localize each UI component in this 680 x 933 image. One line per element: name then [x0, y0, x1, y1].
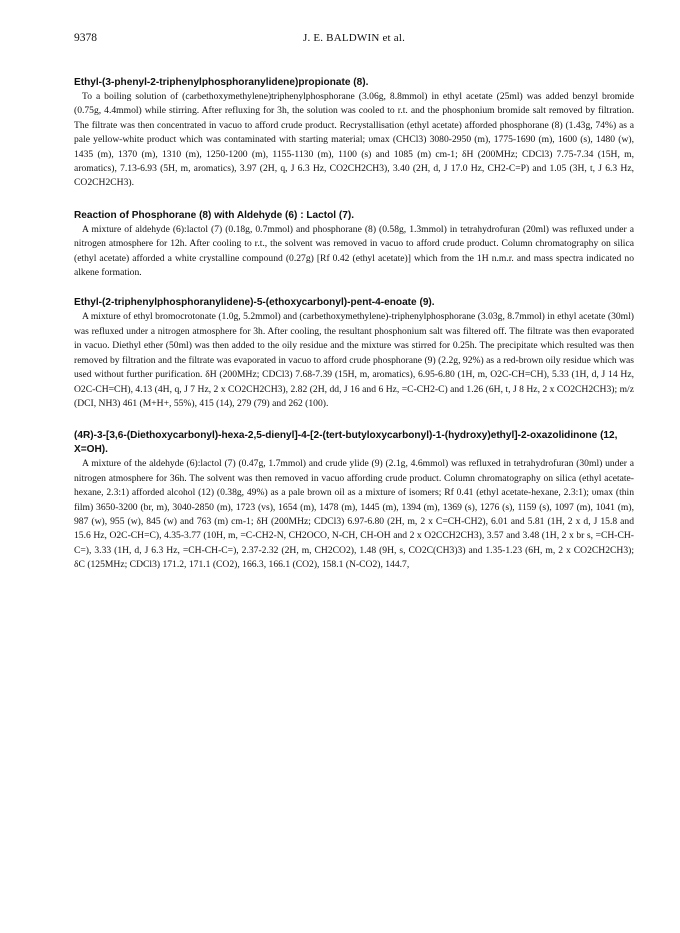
section-paragraph: A mixture of aldehyde (6):lactol (7) (0.18g, 0.7mmol) and phosphorane (8) (0.58g, 1.3mmol) in tetrahydrofuran (20ml) was refluxed under a nitrogen atmosphere for 12h. After cooling to r.t., the solvent was removed in vacuo to afford crude product. Column chromatography on silica (ethyl acetate) afforded a white crystalline compound (0.27g) [Rf 0.42 (ethyl acetate)] which from the 1H n.m.r. and mass spectra indicated no alkene formation.	[74, 223, 634, 279]
section-title: Ethyl-(2-triphenylphosphoranylidene)-5-(ethoxycarbonyl)-pent-4-enoate (9).	[74, 297, 435, 309]
article-body	[74, 76, 634, 573]
section-paragraph: To a boiling solution of (carbethoxymethylene)triphenylphosphorane (3.06g, 8.8mmol) in ethyl acetate (25ml) was added benzyl bromide (0.75g, 4.4mmol) while stirring. After refluxing for 3h, the solution was cooled to r.t. and the phosphonium bromide salt removed by filtration. The filtrate was then concentrated in vacuo to afford crude product. Recrystallisation (ethyl acetate) afforded phosphorane (8) (1.43g, 74%) as a pale yellow-white product which was contaminated with starting material; υmax (CHCl3) 3080-2950 (m), 1775-1690 (m), 1600 (s), 1480 (w), 1435 (m), 1370 (m), 1310 (m), 1250-1200 (m), 1155-1130 (m), 1100 (s) and 1085 (m) cm-1; δH (200MHz; CDCl3) 7.75-7.34 (15H, m, aromatics), 7.13-6.93 (5H, m, aromatics), 3.97 (2H, q, J 6.3 Hz, CO2CH2CH3), 3.40 (2H, d, J 17.0 Hz, CH2-C=P) and 1.05 (3H, t, J 6.3 Hz, CO2CH2CH3).	[74, 91, 634, 189]
section-reaction-8-6	[74, 209, 634, 281]
section-paragraph: A mixture of ethyl bromocrotonate (1.0g, 5.2mmol) and (carbethoxymethylene)-triphenylphosphorane (3.03g, 8.7mmol) in ethyl acetate (30ml) was refluxed under a nitrogen atmosphere for 3h. After cooling, the resultant phosphonium salt was filtered off. The filtrate was then evaporated in vacuo. Diethyl ether (50ml) was then added to the oily residue and the mixture was stirred for 0.25h. The precipitate which resulted was then removed by filtration and the filtrate was evaporated in vacuo to afford crude phosphorane (9) (2.2g, 92%) as a red-brown oily residue which was used without further purification. δH (200MHz; CDCl3) 7.68-7.39 (15H, m, aromatics), 6.95-6.80 (1H, m, O2C-CH=CH), 5.33 (1H, d, J 14 Hz, O2C-CH=CH), 4.13 (4H, q, J 7 Hz, 2 x CO2CH2CH3), 2.82 (2H, dd, J 16 and 6 Hz, =C-CH2-C) and 1.26 (6H, t, J 8 Hz, 2 x CO2CH2CH3); m/z (DCI, NH3) 461 (M+H+, 55%), 415 (14), 279 (79) and 262 (100).	[74, 311, 634, 409]
running-head: J. E. BALDWIN et al.	[302, 32, 406, 44]
section-title: (4R)-3-[3,6-(Diethoxycarbonyl)-hexa-2,5-dienyl]-4-[2-(tert-butyloxycarbonyl)-1-(hydroxy)ethyl]-2-oxazolidinone (12, X=OH).	[74, 430, 618, 456]
page-number: 9378	[74, 32, 97, 44]
section-paragraph: A mixture of the aldehyde (6):lactol (7) (0.47g, 1.7mmol) and crude ylide (9) (2.1g, 4.6mmol) was refluxed in tetrahydrofuran (30ml) under a nitrogen atmosphere for 36h. The solvent was then removed in vacuo affording crude product. Column chromatography on silica (ethyl acetate-hexane, 2.3:1) afforded alcohol (12) (0.38g, 49%) as a pale brown oil as a mixture of isomers; Rf 0.41 (ethyl acetate-hexane, 2.3:1); υmax (thin film) 3650-3200 (br, m), 3040-2850 (m), 1723 (vs), 1654 (m), 1478 (m), 1445 (m), 1394 (m), 1369 (s), 1276 (s), 1159 (s), 1097 (m), 1041 (m), 987 (w), 955 (w), 845 (w) and 763 (m) cm-1; δH (200MHz; CDCl3) 6.97-6.80 (2H, m, 2 x C=CH-CH2), 6.01 and 5.81 (1H, 2 x d, J 15.8 and 15.6 Hz, O2C-CH=C), 4.35-3.77 (10H, m, =C-CH2-N, CH2OCO, N-CH, CH-OH and 2 x O2CCH2CH3), 3.57 and 3.48 (1H, 2 x br s, =CH-CH-C=), 3.33 (1H, d, J 6.3 Hz, =CH-CH-C=), 2.37-2.32 (2H, m, CH2CO2), 1.48 (9H, s, CO2C(CH3)3) and 1.35-1.23 (6H, m, 2 x CO2CH2CH3); δC (125MHz; CDCl3) 171.2, 171.1 (CO2), 166.3, 166.1 (CO2), 158.1 (N-CO2), 144.7,	[74, 458, 634, 571]
section-compound-8	[74, 76, 634, 191]
section-compound-9	[74, 296, 634, 411]
page-header	[74, 32, 634, 46]
section-title: Reaction of Phosphorane (8) with Aldehyde (6) : Lactol (7).	[74, 209, 355, 221]
section-title: Ethyl-(3-phenyl-2-triphenylphosphoranylidene)propionate (8).	[74, 77, 369, 88]
section-compound-12	[74, 429, 634, 572]
